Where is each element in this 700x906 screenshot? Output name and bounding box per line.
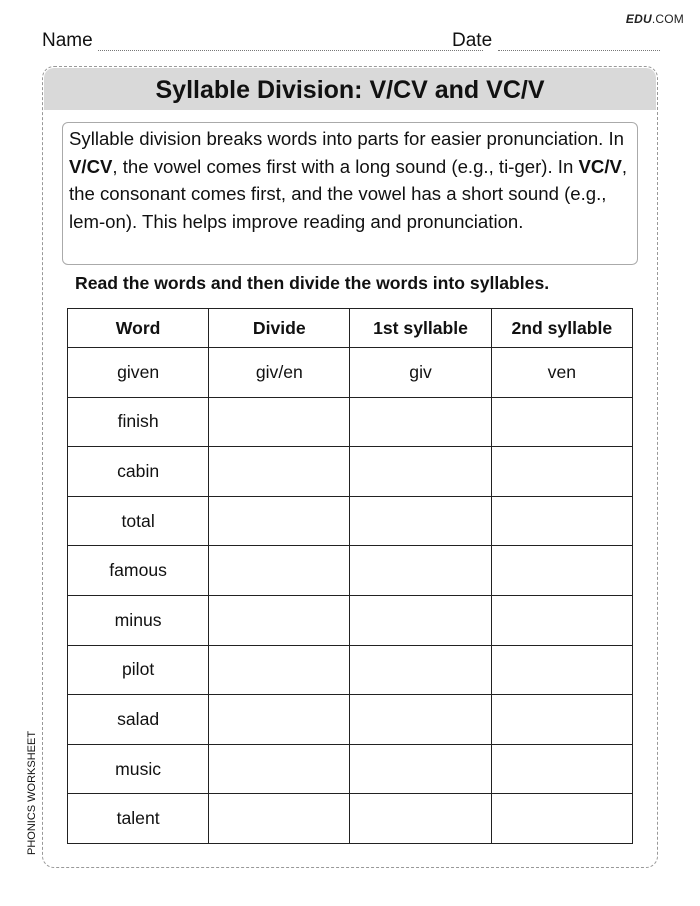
divide-cell[interactable] [209,397,350,447]
divide-cell[interactable] [209,744,350,794]
first-syllable-cell[interactable] [350,397,491,447]
site-logo [626,12,684,26]
second-syllable-cell[interactable] [491,794,632,844]
intro-term-vcv2: VC/V [578,155,622,177]
column-header: Word [68,309,209,348]
word-cell: cabin [68,447,209,497]
column-header: 2nd syllable [491,309,632,348]
first-syllable-cell[interactable] [350,744,491,794]
table-row [68,496,633,546]
date-field-line[interactable] [498,50,660,51]
table-row [68,695,633,745]
intro-term-vcv: V/CV [69,155,113,177]
table-row [68,595,633,645]
first-syllable-cell[interactable] [350,645,491,695]
column-header: 1st syllable [350,309,491,348]
table-row [68,645,633,695]
divide-cell[interactable] [209,546,350,596]
logo-brand: EDU [625,12,652,26]
column-header: Divide [209,309,350,348]
divide-cell[interactable] [209,695,350,745]
instruction-text: Read the words and then divide the words into syllables. [75,273,550,293]
word-cell: salad [68,695,209,745]
divide-cell[interactable] [209,645,350,695]
worksheet-title: Syllable Division: V/CV and VC/V [44,68,656,110]
divide-cell[interactable] [209,496,350,546]
side-label: PHONICS WORKSHEET [26,730,38,855]
date-label: Date [452,30,493,51]
second-syllable-cell[interactable] [491,744,632,794]
second-syllable-cell[interactable] [491,595,632,645]
word-cell: music [68,744,209,794]
table-row [68,348,633,398]
second-syllable-cell[interactable] [491,496,632,546]
table-row [68,397,633,447]
intro-text-1: Syllable division breaks words into parts for easier pronunciation. In [69,128,624,149]
divide-cell[interactable] [209,794,350,844]
first-syllable-cell[interactable] [350,496,491,546]
word-cell: famous [68,546,209,596]
first-syllable-cell[interactable]: giv [350,348,491,398]
second-syllable-cell[interactable] [491,645,632,695]
divide-cell[interactable] [209,595,350,645]
syllable-table [67,308,633,844]
first-syllable-cell[interactable] [350,695,491,745]
name-label: Name [42,30,93,51]
second-syllable-cell[interactable]: ven [491,348,632,398]
table-row [68,744,633,794]
name-field-line[interactable] [98,50,483,51]
table-row [68,447,633,497]
word-cell: total [68,496,209,546]
second-syllable-cell[interactable] [491,447,632,497]
divide-cell[interactable]: giv/en [209,348,350,398]
word-cell: talent [68,794,209,844]
name-date-row [42,30,660,54]
first-syllable-cell[interactable] [350,595,491,645]
word-cell: given [68,348,209,398]
word-cell: pilot [68,645,209,695]
second-syllable-cell[interactable] [491,397,632,447]
divide-cell[interactable] [209,447,350,497]
intro-text-3: , the consonant comes first, and the vowel has a short sound (e.g., lem-on). This helps improve reading and pronunciation. [69,155,628,232]
first-syllable-cell[interactable] [350,794,491,844]
table-header-row [68,309,633,348]
second-syllable-cell[interactable] [491,695,632,745]
word-cell: minus [68,595,209,645]
first-syllable-cell[interactable] [350,447,491,497]
word-cell: finish [68,397,209,447]
table-row [68,546,633,596]
table-row [68,794,633,844]
first-syllable-cell[interactable] [350,546,491,596]
logo-suffix: .COM [651,12,684,26]
intro-text-2: , the vowel comes first with a long sound (e.g., ti-ger). In [112,155,579,177]
intro-box [62,122,638,265]
second-syllable-cell[interactable] [491,546,632,596]
